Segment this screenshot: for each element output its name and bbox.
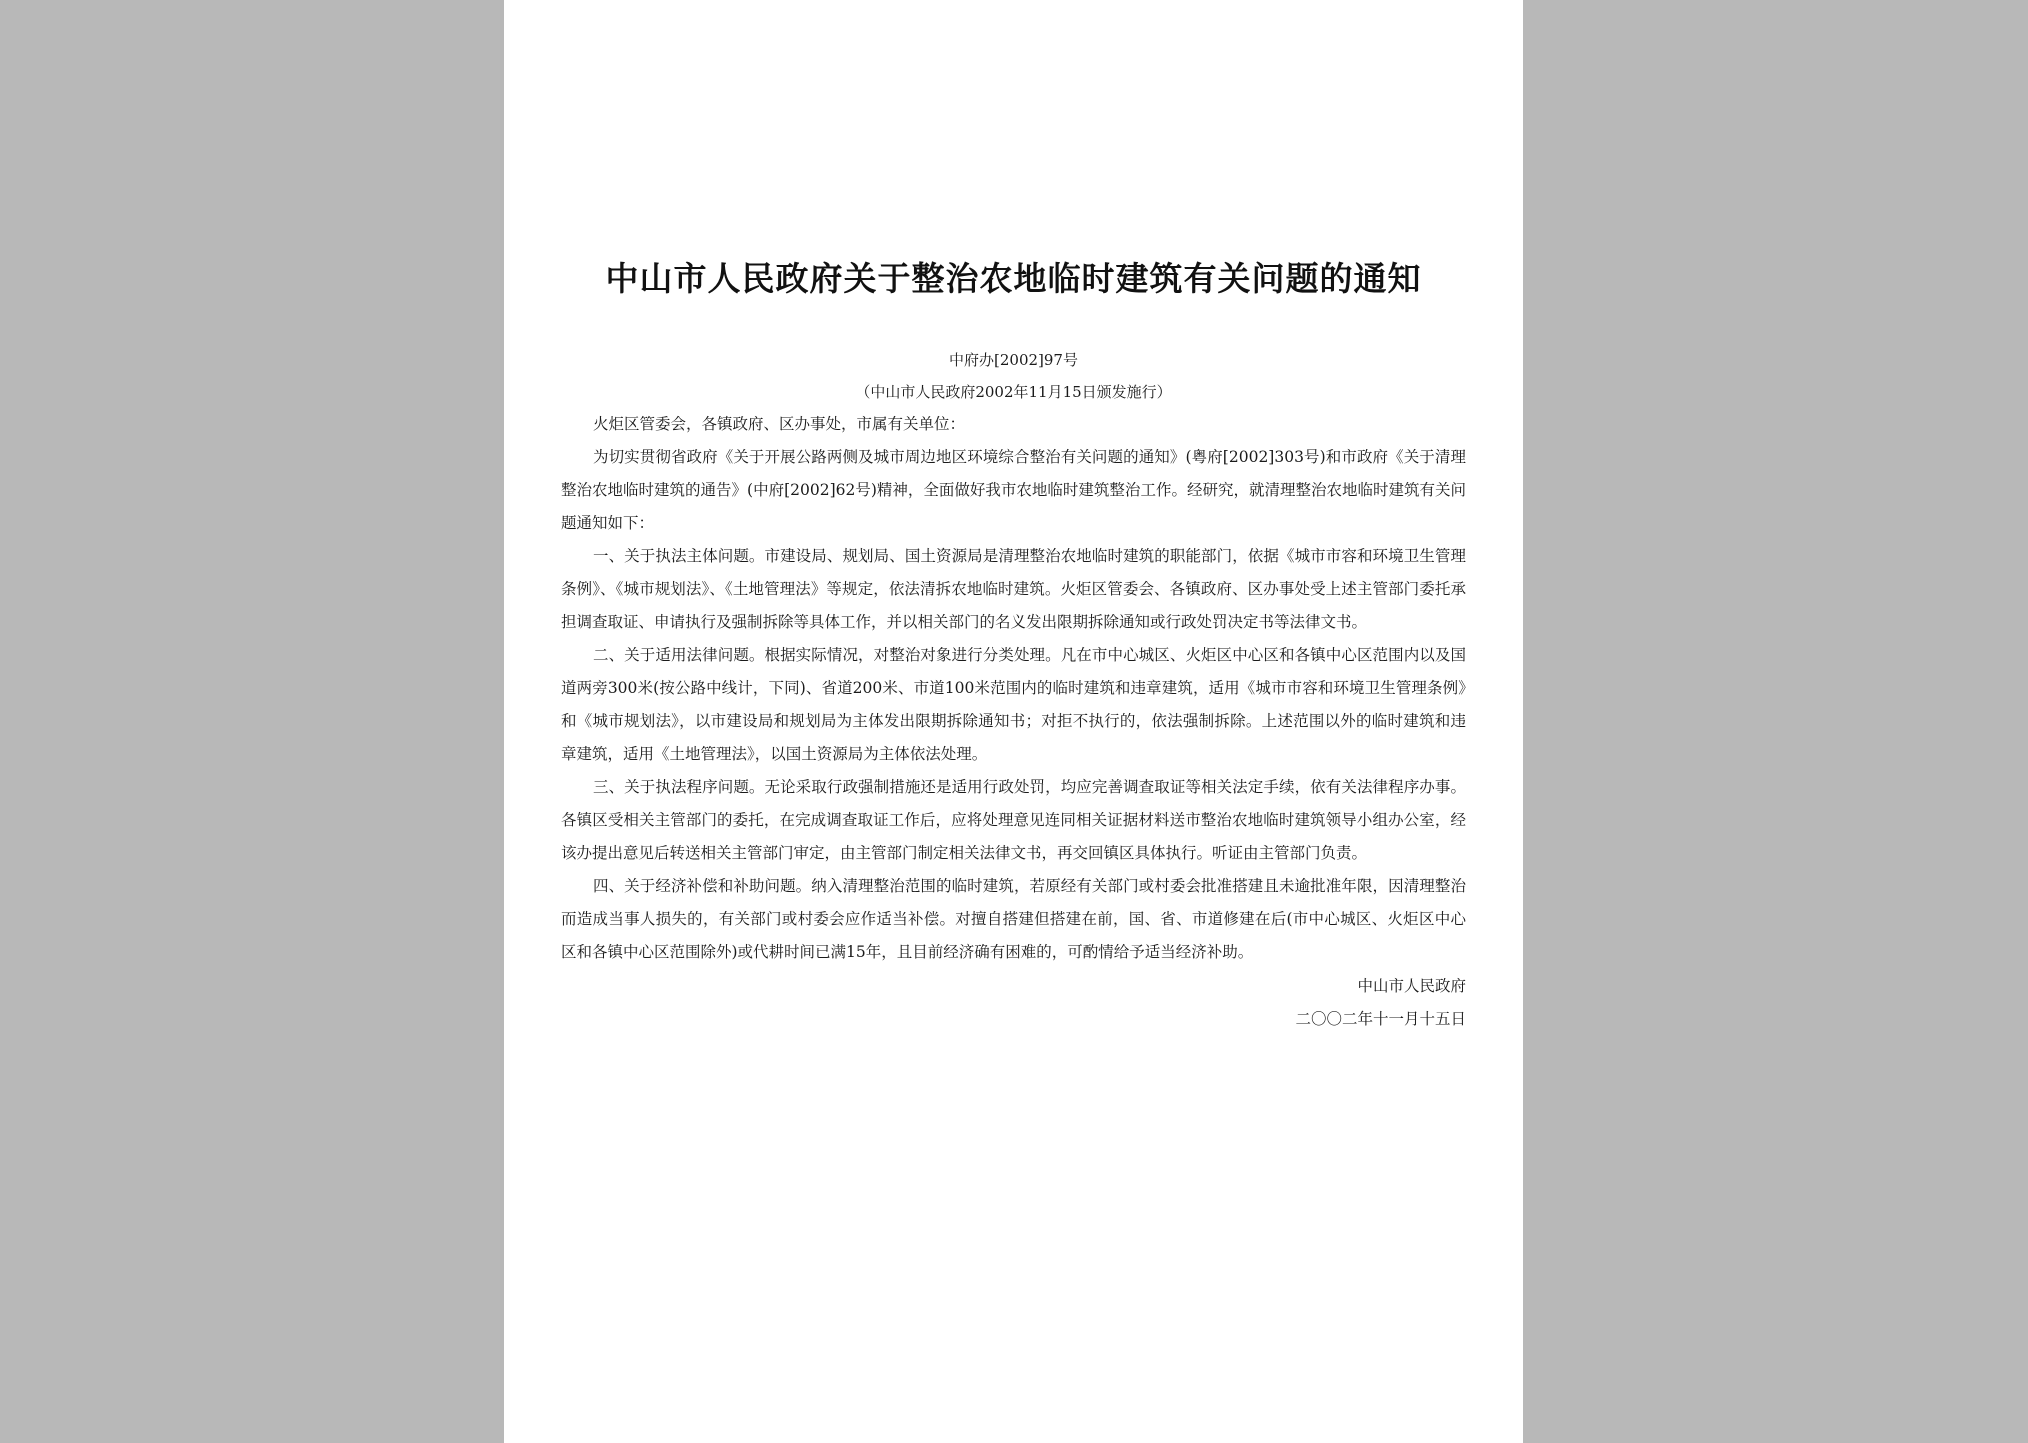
document-number: 中府办[2002]97号 [949,351,1078,369]
document-title: 中山市人民政府关于整治农地临时建筑有关问题的通知 [605,259,1422,298]
salutation: 火炬区管委会，各镇政府、区办事处，市属有关单位： [593,415,966,433]
signing-date: 二〇〇二年十一月十五日 [1295,1010,1466,1028]
paragraph-item-1: 一、关于执法主体问题。市建设局、规划局、国土资源局是清理整治农地临时建筑的职能部门，依据《城市市容和环境卫生管理条例》、《城市规划法》、《土地管理法》等规定，依法清拆农地临时建筑。火炬区管委会、各镇政府、区办事处受上述主管部门委托承担调查取证、申请执行及强制拆除等具体工作，并以相关部门的名义发出限期拆除通知或行政处罚决定书等法律文书。 [561,547,1466,631]
paragraph-item-2: 二、关于适用法律问题。根据实际情况，对整治对象进行分类处理。凡在市中心城区、火炬区中心区和各镇中心区范围内以及国道两旁300米(按公路中线计，下同)、省道200米、市道100米范围内的临时建筑和违章建筑，适用《城市市容和环境卫生管理条例》和《城市规划法》，以市建设局和规划局为主体发出限期拆除通知书；对拒不执行的，依法强制拆除。上述范围以外的临时建筑和违章建筑，适用《土地管理法》，以国土资源局为主体依法处理。 [561,646,1466,763]
document-page [504,0,1523,1443]
page-content [561,259,1466,1036]
issue-note: （中山市人民政府2002年11月15日颁发施行） [855,383,1172,401]
paragraph-intro: 为切实贯彻省政府《关于开展公路两侧及城市周边地区环境综合整治有关问题的通知》(粤府[2002]303号)和市政府《关于清理整治农地临时建筑的通告》(中府[2002]62号)精神，全面做好我市农地临时建筑整治工作。经研究，就清理整治农地临时建筑有关问题通知如下： [561,448,1466,532]
paragraph-item-4: 四、关于经济补偿和补助问题。纳入清理整治范围的临时建筑，若原经有关部门或村委会批准搭建且未逾批准年限，因清理整治而造成当事人损失的，有关部门或村委会应作适当补偿。对擅自搭建但搭建在前，国、省、市道修建在后(市中心城区、火炬区中心区和各镇中心区范围除外)或代耕时间已满15年，且目前经济确有困难的，可酌情给予适当经济补助。 [561,877,1466,961]
paragraph-item-3: 三、关于执法程序问题。无论采取行政强制措施还是适用行政处罚，均应完善调查取证等相关法定手续，依有关法律程序办事。各镇区受相关主管部门的委托，在完成调查取证工作后，应将处理意见连同相关证据材料送市整治农地临时建筑领导小组办公室，经该办提出意见后转送相关主管部门审定，由主管部门制定相关法律文书，再交回镇区具体执行。听证由主管部门负责。 [561,778,1466,862]
signature: 中山市人民政府 [1357,977,1466,995]
